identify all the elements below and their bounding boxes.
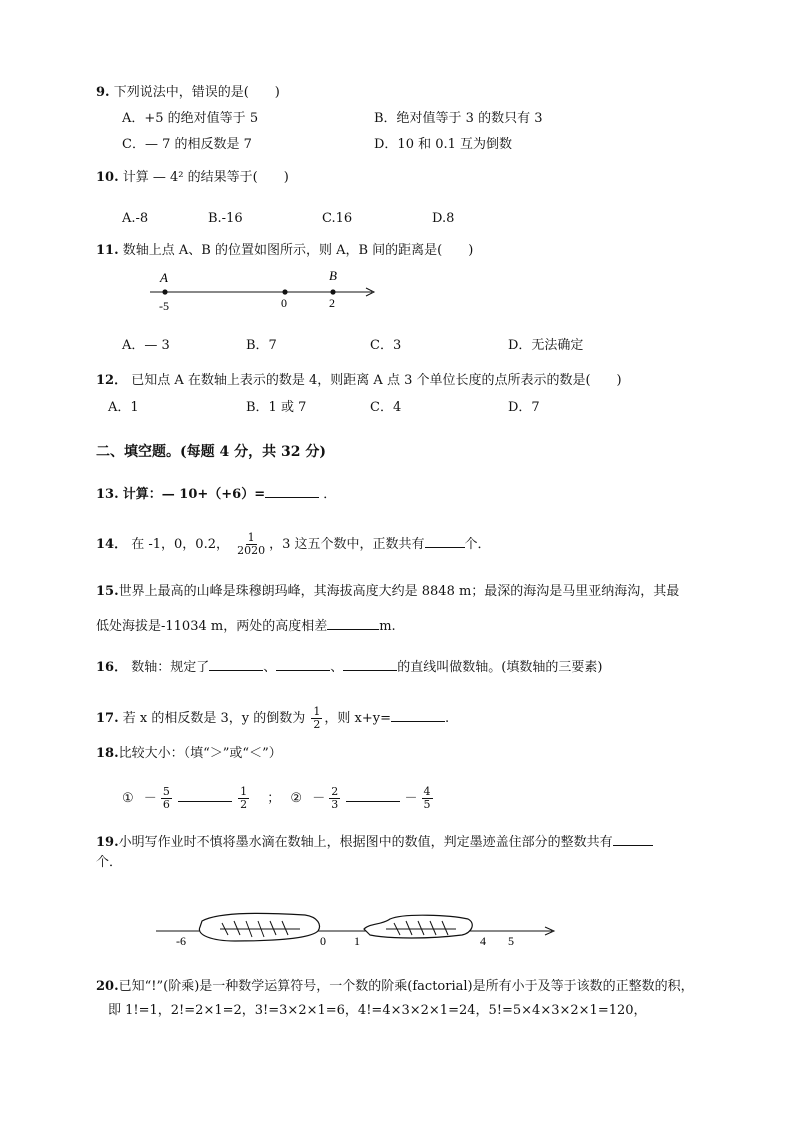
question-number: 10. bbox=[96, 170, 119, 185]
question-11-stem bbox=[96, 242, 473, 260]
question-text: 已知点 A 在数轴上表示的数是 4，则距离 A 点 3 个单位长度的点所表示的数是( ) bbox=[131, 373, 622, 388]
question-number: 16． bbox=[96, 660, 128, 675]
fraction bbox=[311, 706, 322, 731]
question-17 bbox=[96, 706, 449, 731]
question-text: 下列说法中，错误的是( ) bbox=[113, 85, 280, 100]
option-d: D．10 和 0.1 互为倒数 bbox=[374, 137, 513, 152]
question-text: 小明写作业时不慎将墨水滴在数轴上，根据图中的数值，判定墨迹盖住部分的整数共有 bbox=[118, 835, 613, 850]
question-text: 在 -1，0，0.2， bbox=[131, 537, 229, 552]
fraction-denominator: 5 bbox=[423, 798, 431, 811]
question-number: 17. bbox=[96, 711, 119, 726]
option-d: D．无法确定 bbox=[508, 338, 584, 353]
fraction bbox=[238, 786, 249, 811]
question-number: 15. bbox=[96, 584, 119, 599]
question-text: 数轴上点 A、B 的位置如图所示，则 A，B 间的距离是( ) bbox=[122, 243, 474, 258]
fraction-denominator: 2 bbox=[313, 718, 321, 731]
option-c: C．— 7 的相反数是 7 bbox=[122, 137, 252, 152]
question-19-line1 bbox=[96, 831, 653, 852]
point-b-dot bbox=[330, 289, 335, 294]
answer-blank bbox=[178, 787, 232, 802]
fraction-denominator: 2020 bbox=[237, 544, 266, 557]
circled-number-2: ② bbox=[290, 791, 303, 806]
fraction-numerator: 1 bbox=[313, 705, 321, 718]
question-12-stem bbox=[96, 372, 622, 390]
question-text: 计算：— 10+（+6）= bbox=[122, 487, 266, 502]
question-10-stem bbox=[96, 169, 289, 187]
section-title: 二、填空题。(每题 4 分，共 32 分) bbox=[96, 444, 326, 460]
point-zero-dot bbox=[282, 289, 287, 294]
question-number: 13. bbox=[96, 487, 119, 502]
question-text: 已知“!”(阶乘)是一种数学运算符号，一个数的阶乘(factorial)是所有小于及等于该数的正整数的积， bbox=[118, 979, 694, 994]
question-number: 19. bbox=[96, 835, 119, 850]
question-text: 数轴：规定了 bbox=[131, 660, 210, 675]
tick-label: -5 bbox=[159, 299, 169, 313]
number-line-figure-ab bbox=[140, 262, 390, 318]
fraction-numerator: 5 bbox=[162, 785, 170, 798]
question-number: 14． bbox=[96, 537, 128, 552]
tick-label: 0 bbox=[320, 934, 326, 948]
question-text: 比较大小：（填“＞”或“＜”） bbox=[118, 746, 282, 761]
question-19-line2: 个． bbox=[96, 855, 123, 870]
separator: 、 bbox=[330, 660, 344, 675]
point-a-dot bbox=[162, 289, 167, 294]
option-b: B.-16 bbox=[208, 211, 243, 226]
fraction-denominator: 2 bbox=[240, 798, 248, 811]
question-number: 9. bbox=[96, 85, 110, 100]
option-a: A.-8 bbox=[122, 211, 149, 226]
answer-blank bbox=[265, 483, 319, 498]
fraction-denominator: 3 bbox=[331, 798, 339, 811]
question-14 bbox=[96, 532, 491, 557]
answer-blank bbox=[343, 656, 397, 671]
tick-label: 5 bbox=[508, 934, 514, 948]
option-a: A．1 bbox=[108, 400, 139, 415]
tick-label: -6 bbox=[176, 934, 186, 948]
fraction-denominator: 6 bbox=[162, 798, 170, 811]
answer-blank bbox=[425, 533, 465, 548]
question-text: 世界上最高的山峰是珠穆朗玛峰，其海拔高度大约是 8848 m；最深的海沟是马里亚纳海沟，其最 bbox=[118, 584, 680, 599]
question-15-line2 bbox=[96, 615, 396, 636]
question-13 bbox=[96, 483, 336, 504]
answer-blank bbox=[209, 656, 263, 671]
question-20-line1 bbox=[96, 978, 694, 996]
option-d: D.8 bbox=[432, 211, 455, 226]
answer-blank bbox=[327, 615, 379, 630]
separator: 、 bbox=[263, 660, 277, 675]
ink-blot-left bbox=[199, 913, 319, 941]
minus-sign: － bbox=[404, 791, 418, 806]
number-line-figure-ink bbox=[150, 905, 570, 953]
question-text: 计算 — 4² 的结果等于( ) bbox=[122, 170, 289, 185]
question-9-stem bbox=[96, 84, 280, 102]
option-b: B．1 或 7 bbox=[246, 400, 307, 415]
question-18-stem bbox=[96, 745, 282, 763]
question-20-line2: 即 1!=1，2!=2×1=2，3!=3×2×1=6，4!=4×3×2×1=24，5!=5×4×3×2×1=120， bbox=[108, 1003, 647, 1018]
answer-blank bbox=[276, 656, 330, 671]
option-c: C．3 bbox=[370, 338, 402, 353]
question-18-comparisons bbox=[122, 786, 435, 811]
option-a: A．+5 的绝对值等于 5 bbox=[122, 111, 259, 126]
fraction-numerator: 1 bbox=[247, 531, 255, 544]
fraction-numerator: 2 bbox=[331, 785, 339, 798]
answer-blank bbox=[613, 831, 653, 846]
fraction-numerator: 4 bbox=[423, 785, 431, 798]
fraction bbox=[161, 786, 172, 811]
separator: ； bbox=[267, 791, 281, 806]
question-text-end: . bbox=[444, 711, 450, 726]
option-b: B．7 bbox=[246, 338, 277, 353]
tick-label: 2 bbox=[329, 296, 335, 310]
option-c: C.16 bbox=[322, 211, 353, 226]
question-text: 若 x 的相反数是 3，y 的倒数为 bbox=[122, 711, 306, 726]
question-15-line1 bbox=[96, 583, 679, 601]
option-c: C．4 bbox=[370, 400, 402, 415]
fraction-numerator: 1 bbox=[240, 785, 248, 798]
tick-label: 0 bbox=[281, 296, 287, 310]
answer-blank bbox=[346, 787, 400, 802]
question-text-end: m. bbox=[379, 619, 396, 634]
answer-blank bbox=[391, 707, 445, 722]
fraction bbox=[235, 532, 267, 557]
tick-label: 4 bbox=[480, 934, 486, 948]
question-text-end: 的直线叫做数轴。(填数轴的三要素) bbox=[397, 660, 603, 675]
option-a: A．— 3 bbox=[122, 338, 170, 353]
question-number: 20. bbox=[96, 979, 119, 994]
question-number: 12． bbox=[96, 373, 128, 388]
question-text-end: 个． bbox=[464, 537, 491, 552]
question-number: 18. bbox=[96, 746, 119, 761]
option-b: B．绝对值等于 3 的数只有 3 bbox=[374, 111, 543, 126]
fraction bbox=[422, 786, 433, 811]
ink-blot-right bbox=[364, 915, 472, 938]
question-text-end: ． bbox=[323, 487, 337, 502]
question-16 bbox=[96, 656, 602, 677]
point-a-label: A bbox=[160, 270, 168, 285]
question-text-mid: ，3 这五个数中，正数共有 bbox=[269, 537, 425, 552]
question-text: 低处海拔是-11034 m，两处的高度相差 bbox=[96, 619, 328, 634]
option-d: D．7 bbox=[508, 400, 540, 415]
circled-number-1: ① bbox=[122, 791, 134, 806]
question-text-mid: ，则 x+y= bbox=[324, 711, 391, 726]
fraction bbox=[329, 786, 340, 811]
point-b-label: B bbox=[329, 268, 337, 283]
tick-label: 1 bbox=[354, 934, 360, 948]
question-number: 11. bbox=[96, 243, 119, 258]
minus-sign: － bbox=[143, 791, 157, 806]
minus-sign: － bbox=[312, 791, 326, 806]
